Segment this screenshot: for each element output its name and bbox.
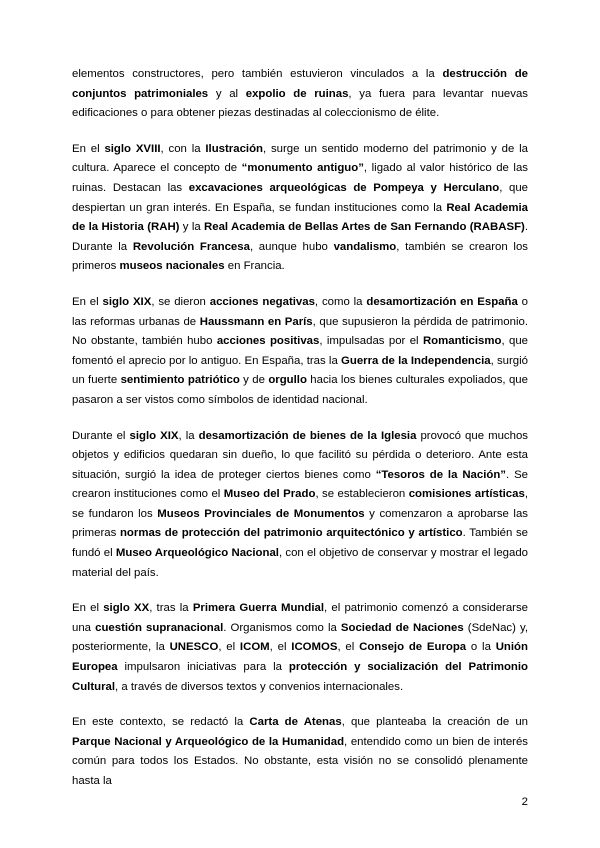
bold-text: “Tesoros de la Nación” bbox=[375, 468, 507, 481]
bold-text: Revolución Francesa bbox=[132, 240, 250, 253]
text-run: , se establecieron bbox=[315, 488, 409, 501]
bold-text: Museo Arqueológico Nacional bbox=[115, 547, 279, 560]
text-run: en Francia. bbox=[224, 260, 285, 273]
bold-text: Consejo de Europa bbox=[359, 641, 467, 654]
text-run: provocó que muchos objetos y edificios quedaran sin dueño, lo que facilitó su pérdida o deterioro. Ante esta situación, surgió la idea de proteger ciertos bienes como bbox=[72, 429, 528, 481]
text-run: , tras la bbox=[149, 602, 193, 615]
text-run: , el bbox=[269, 641, 292, 654]
bold-text: Sociedad de Naciones bbox=[340, 621, 464, 634]
text-run: . Durante la bbox=[72, 221, 528, 253]
body-text bbox=[72, 65, 528, 808]
bold-text: “monumento antiguo” bbox=[241, 162, 364, 175]
bold-text: siglo XIX bbox=[129, 429, 179, 442]
text-run: y la bbox=[179, 221, 205, 234]
text-run: , surgió un fuerte bbox=[72, 354, 528, 387]
bold-text: normas de protección del patrimonio arquitectónico y artístico bbox=[119, 527, 463, 540]
bold-text: Museos Provinciales de Monumentos bbox=[157, 507, 365, 520]
text-run: , el bbox=[337, 641, 360, 654]
bold-text: Primera Guerra Mundial bbox=[192, 602, 325, 615]
bold-text: acciones positivas bbox=[216, 335, 320, 348]
text-run: , que fomentó el aprecio por lo antiguo. En España, tras la bbox=[72, 335, 528, 367]
page-number: 2 bbox=[521, 796, 528, 808]
bold-text: cuestión supranacional bbox=[95, 621, 224, 634]
bold-text: UNESCO bbox=[169, 641, 219, 654]
text-run: , que planteaba la creación de un bbox=[341, 716, 528, 729]
text-run: , aunque hubo bbox=[249, 240, 334, 253]
bold-text: siglo XX bbox=[103, 602, 150, 615]
text-run: , el bbox=[218, 641, 240, 654]
paragraph bbox=[72, 427, 528, 584]
bold-text: siglo XVIII bbox=[104, 142, 161, 155]
bold-text: Real Academia de Bellas Artes de San Fernando (RABASF) bbox=[204, 221, 525, 234]
text-run: , ya fuera para levantar nuevas edificaciones o para obtener piezas destinadas al coleccionismo de élite. bbox=[72, 87, 528, 120]
bold-text: siglo XIX bbox=[102, 295, 152, 308]
text-run: En el bbox=[72, 142, 105, 155]
text-run: En el bbox=[72, 602, 104, 615]
text-run: , entendido como un bien de interés común para todos los Estados. No obstante, esta visión no se consolidó plenamente hasta la bbox=[72, 735, 528, 787]
bold-text: Museo del Prado bbox=[223, 488, 316, 501]
paragraph bbox=[72, 293, 528, 411]
text-run: impulsaron iniciativas para la bbox=[117, 661, 289, 674]
bold-text: acciones negativas bbox=[209, 295, 315, 308]
text-run: , con la bbox=[160, 142, 206, 155]
text-run: . También se fundó el bbox=[72, 527, 529, 560]
text-run: En este contexto, se redactó la bbox=[72, 716, 250, 729]
bold-text: desamortización en España bbox=[366, 295, 518, 308]
text-run: (SdeNac) y, posteriormente, la bbox=[72, 621, 528, 654]
text-run: , ligado al valor histórico de las ruinas. Destacan las bbox=[72, 162, 528, 194]
bold-text: ICOM bbox=[239, 641, 270, 654]
text-run: , también se crearon los primeros bbox=[72, 240, 528, 273]
text-run: o las reformas urbanas de bbox=[72, 295, 529, 328]
text-run: , se fundaron los bbox=[72, 488, 528, 520]
bold-text: ICOMOS bbox=[291, 641, 338, 654]
text-run: En el bbox=[72, 295, 103, 308]
bold-text: Unión Europea bbox=[72, 641, 528, 674]
text-run: Durante el bbox=[72, 429, 130, 442]
bold-text: comisiones artísticas bbox=[408, 488, 525, 501]
bold-text: vandalismo bbox=[333, 240, 397, 253]
bold-text: desamortización de bienes de la Iglesia bbox=[198, 429, 417, 442]
text-run: , el patrimonio comenzó a considerarse una bbox=[72, 602, 528, 634]
text-run: . Organismos como la bbox=[223, 621, 341, 634]
bold-text: orgullo bbox=[268, 374, 307, 387]
text-run: , impulsadas por el bbox=[319, 335, 423, 348]
text-run: , a través de diversos textos y convenios internacionales. bbox=[115, 680, 404, 693]
text-run: y al bbox=[208, 87, 246, 100]
text-run: , con el objetivo de conservar y mostrar el legado material del país. bbox=[72, 547, 528, 579]
paragraph bbox=[72, 599, 528, 697]
text-run: , la bbox=[178, 429, 199, 442]
text-run: y comenzaron a aprobarse las primeras bbox=[72, 507, 528, 540]
text-run: elementos constructores, pero también estuvieron vinculados a la bbox=[72, 68, 443, 80]
bold-text: protección y socialización del Patrimonio Cultural bbox=[72, 661, 528, 693]
bold-text: destrucción de conjuntos patrimoniales bbox=[72, 68, 528, 100]
bold-text: expolio de ruinas bbox=[245, 87, 349, 100]
text-run: , que supusieron la pérdida de patrimonio. No obstante, también hubo bbox=[72, 315, 528, 348]
bold-text: excavaciones arqueológicas de Pompeya y Herculano bbox=[188, 181, 500, 194]
bold-text: museos nacionales bbox=[119, 260, 225, 273]
paragraph bbox=[72, 713, 528, 791]
paragraph bbox=[72, 140, 528, 277]
text-run: hacia los bienes culturales expoliados, que pasaron a ser vistos como símbolos de identidad nacional. bbox=[72, 374, 528, 406]
text-run: , como la bbox=[314, 295, 367, 308]
bold-text: Parque Nacional y Arqueológico de la Humanidad bbox=[72, 735, 345, 748]
bold-text: sentimiento patriótico bbox=[120, 374, 240, 387]
text-run: , que despiertan un gran interés. En España, se fundan instituciones como la bbox=[72, 181, 528, 214]
bold-text: Real Academia de la Historia (RAH) bbox=[72, 201, 528, 234]
bold-text: Guerra de la Independencia bbox=[341, 354, 491, 367]
text-run: , se dieron bbox=[151, 295, 210, 308]
bold-text: Haussmann en París bbox=[199, 315, 313, 328]
paragraph bbox=[72, 65, 528, 124]
bold-text: Romanticismo bbox=[422, 335, 502, 348]
text-run: . Se crearon instituciones como el bbox=[72, 468, 529, 501]
text-run: y de bbox=[239, 374, 269, 387]
bold-text: Carta de Atenas bbox=[249, 716, 342, 729]
text-run: , surge un sentido moderno del patrimonio y de la cultura. Aparece el concepto de bbox=[72, 142, 528, 175]
text-run: o la bbox=[466, 641, 496, 654]
bold-text: Ilustración bbox=[205, 142, 263, 155]
